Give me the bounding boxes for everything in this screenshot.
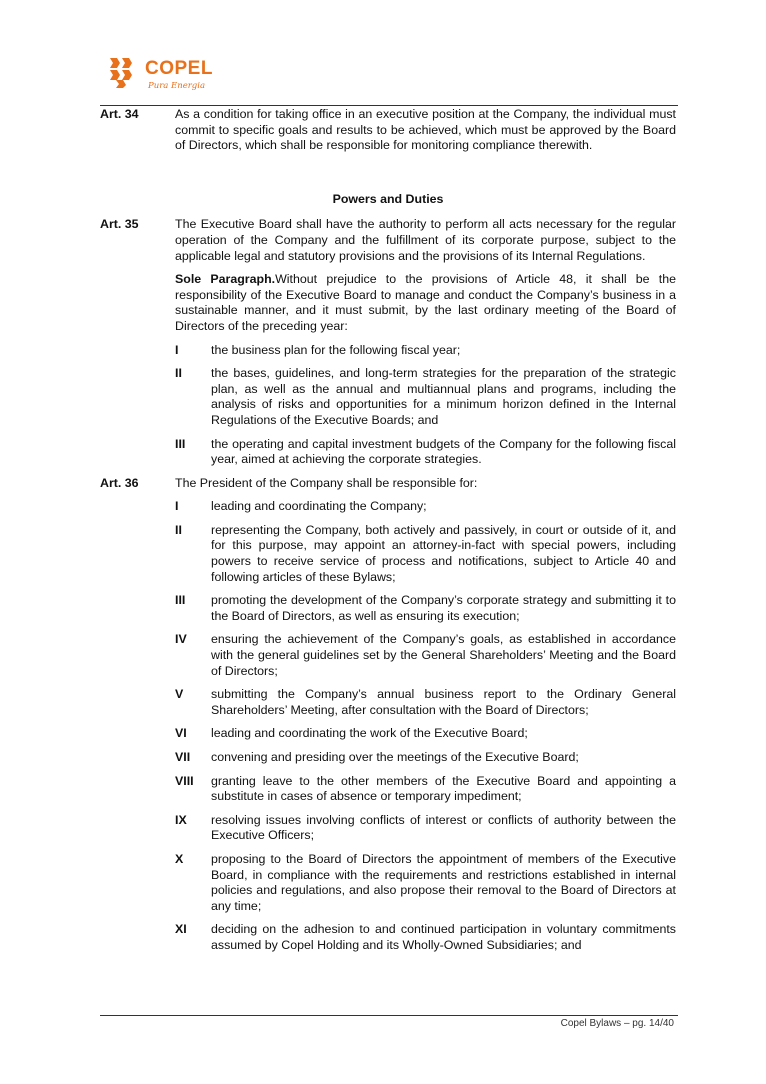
item-number: I (175, 499, 179, 514)
list-item (175, 726, 676, 742)
copel-logo-icon (108, 56, 142, 88)
list-item (175, 852, 676, 914)
item-number: III (175, 593, 186, 608)
logo-tagline: Pura Energia (148, 81, 206, 91)
list-item (175, 813, 676, 844)
list-item (175, 632, 676, 679)
logo-name: COPEL (145, 58, 213, 79)
item-text: leading and coordinating the Company; (211, 499, 427, 514)
page-footer: Copel Bylaws – pg. 14/40 (560, 1018, 674, 1029)
item-text: deciding on the adhesion to and continued participation in voluntary commitments assumed by Copel Holding and its Wholly-Owned Subsidiaries; and (211, 922, 676, 952)
item-number: V (175, 687, 184, 702)
item-number: VI (175, 726, 187, 741)
article-text: The President of the Company shall be responsible for: (175, 475, 478, 490)
item-number: VII (175, 750, 191, 764)
item-number: VIII (175, 773, 194, 788)
item-text: the bases, guidelines, and long-term strategies for the preparation of the strategic plan, as well as the annual and multiannual plans and programs, including the analysis of risks and opportunities for a minimum horizon defined in the Internal Regulations of the Executive Boards; and (211, 366, 676, 427)
list-item (175, 523, 676, 585)
item-text: submitting the Company’s annual business report to the Ordinary General Shareholders’ Meeting, after consultation with the Board of Directors; (211, 687, 676, 717)
item-number: II (175, 522, 182, 537)
item-text: the operating and capital investment budgets of the Company for the following fiscal year, aimed at achieving the corporate strategies. (211, 436, 676, 467)
footer-rule (100, 1015, 678, 1016)
article-34 (100, 107, 676, 154)
item-text: promoting the development of the Company’s corporate strategy and submitting it to the Board of Directors, as well as ensuring its execution; (211, 593, 676, 623)
item-text: granting leave to the other members of the Executive Board and appointing a substitute in cases of absence or temporary impediment; (211, 773, 676, 804)
article-label: Art. 35 (100, 217, 139, 232)
list-item (175, 750, 676, 766)
sole-paragraph-text: Without prejudice to the provisions of Article 48, it shall be the responsibility of the Executive Board to manage and conduct the Company’s business in a sustainable manner, and it must submit, by the last ordinary meeting of the Board of Directors of the preceding year: (175, 272, 676, 333)
article-text: The Executive Board shall have the authority to perform all acts necessary for the regular operation of the Company and the fulfillment of its corporate purpose, subject to the applicable legal and statutory provisions and the provisions of its Internal Regulations. (175, 217, 676, 263)
item-text: leading and coordinating the work of the Executive Board; (211, 726, 528, 741)
article-label: Art. 34 (100, 107, 139, 121)
item-number: III (175, 436, 186, 451)
item-text: ensuring the achievement of the Company’s goals, as established in accordance with the general guidelines set by the General Shareholders’ Meeting and the Board of Directors; (211, 632, 676, 678)
item-text: the business plan for the following fiscal year; (211, 342, 461, 357)
list-item (175, 366, 676, 428)
list-item (175, 687, 676, 718)
header-rule (100, 105, 678, 106)
document-body (100, 107, 676, 954)
article-35 (100, 217, 676, 467)
list-item (175, 922, 676, 953)
section-heading: Powers and Duties (332, 191, 444, 206)
list-item (175, 343, 676, 359)
item-text: resolving issues involving conflicts of interest or conflicts of authority between the Executive Officers; (211, 812, 676, 843)
item-text: convening and presiding over the meetings of the Executive Board; (211, 750, 579, 764)
sole-paragraph (175, 272, 676, 334)
item-number: I (175, 342, 179, 357)
item-number: XI (175, 922, 187, 937)
item-number: II (175, 366, 182, 381)
list-item (175, 499, 676, 515)
list-item (175, 774, 676, 805)
article-label: Art. 36 (100, 475, 139, 490)
list-item (175, 593, 676, 624)
item-text: representing the Company, both actively and passively, in court or outside of it, and for this purpose, may appoint an attorney-in-fact with special powers, including powers to receive service of process and notifications, subject to Article 40 and following articles of these Bylaws; (211, 522, 676, 584)
item-number: IV (175, 632, 187, 647)
copel-logo (108, 54, 228, 94)
sole-paragraph-label: Sole Paragraph. (175, 272, 276, 287)
item-text: proposing to the Board of Directors the appointment of members of the Executive Board, in compliance with the requirements and restrictions established in internal policies and regulations, and also propose their removal to the Board of Directors at any time; (211, 851, 676, 913)
list-item (175, 437, 676, 468)
article-36 (100, 476, 676, 954)
item-number: IX (175, 812, 187, 827)
article-text: As a condition for taking office in an executive position at the Company, the individual must commit to specific goals and results to be achieved, which must be approved by the Board of Directors, which shall be responsible for monitoring compliance therewith. (175, 107, 676, 153)
item-number: X (175, 851, 184, 866)
